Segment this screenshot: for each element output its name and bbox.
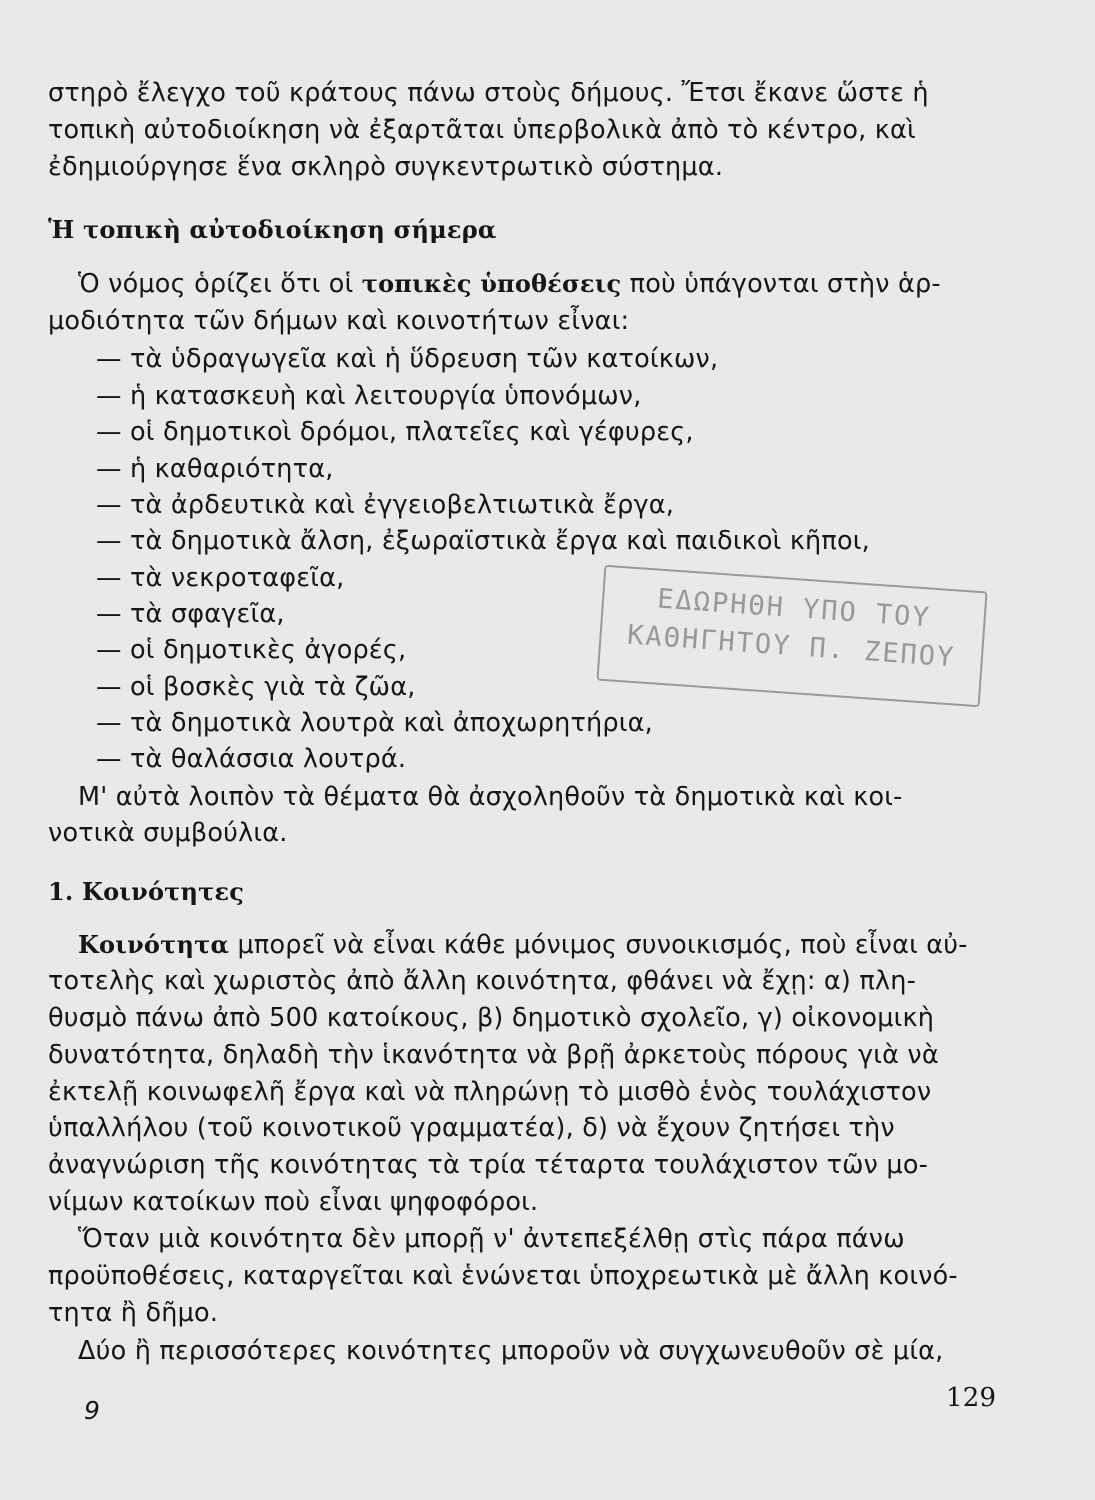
text-line: στηρὸ ἔλεγχο τοῦ κράτους πάνω στοὺς δήμους. Ἔτσι ἔκανε ὥστε ἡ	[48, 78, 929, 108]
text-line	[78, 927, 1018, 963]
list-item: — οἱ βοσκὲς γιὰ τὰ ζῶα,	[96, 672, 416, 702]
text-line: τητα ἢ δῆμο.	[48, 1298, 219, 1328]
list-item: — τὰ θαλάσσια λουτρά.	[96, 744, 407, 774]
list-item: — τὰ ἀρδευτικὰ καὶ ἐγγειοβελτιωτικὰ ἔργα,	[96, 490, 675, 520]
text-line: ἀναγνώριση τῆς κοινότητας τὰ τρία τέταρτα τουλάχιστον τῶν μο-	[48, 1150, 929, 1180]
list-item: — τὰ ὑδραγωγεῖα καὶ ἡ ὕδρευση τῶν κατοίκων,	[96, 344, 719, 374]
text-line: τοτελὴς καὶ χωριστὸς ἀπὸ ἄλλη κοινότητα, φθάνει νὰ ἔχῃ: α) πλη-	[48, 966, 916, 996]
text-line: προϋποθέσεις, καταργεῖται καὶ ἑνώνεται ὑποχρεωτικὰ μὲ ἄλλη κοινό-	[48, 1261, 958, 1291]
stamp-line: ΚΑΘΗΓΗΤΟΥ Π. ΖΕΠΟΥ	[626, 619, 957, 674]
text-line: τοπικὴ αὐτοδιοίκηση νὰ ἐξαρτᾶται ὑπερβολικὰ ἀπὸ τὸ κέντρο, καὶ	[48, 115, 916, 145]
list-item: — τὰ σφαγεῖα,	[96, 599, 285, 629]
text-line	[78, 266, 1018, 302]
list-item: — ἡ καθαριότητα,	[96, 454, 334, 484]
list-item: — τὰ δημοτικὰ ἄλση, ἐξωραϊστικὰ ἔργα καὶ παιδικοὶ κῆποι,	[96, 526, 870, 556]
text-run: μπορεῖ νὰ εἶναι κάθε μόνιμος συνοικισμός, ποὺ εἶναι αὐ-	[229, 930, 968, 960]
signature-mark: 9	[84, 1396, 101, 1425]
text-line: ἐδημιούργησε ἕνα σκληρὸ συγκεντρωτικὸ σύστημα.	[48, 152, 724, 182]
section-heading: Ἡ τοπικὴ αὐτοδιοίκηση σήμερα	[48, 215, 497, 244]
text-line: ὑπαλλήλου (τοῦ κοινοτικοῦ γραμματέα), δ) νὰ ἔχουν ζητήσει τὴν	[48, 1113, 895, 1143]
list-item: — ἡ κατασκευὴ καὶ λειτουργία ὑπονόμων,	[96, 381, 642, 411]
page-number: 129	[946, 1383, 997, 1413]
list-item: — τὰ νεκροταφεῖα,	[96, 563, 345, 593]
text-run: Ὁ νόμος ὁρίζει ὅτι οἱ	[78, 269, 362, 299]
stamp-line: ΕΔΩΡΗΘΗ ΥΠΟ ΤΟΥ	[656, 583, 932, 634]
text-line: θυσμὸ πάνω ἀπὸ 500 κατοίκους, β) δημοτικὸ σχολεῖο, γ) οἰκονομικὴ	[48, 1003, 935, 1033]
text-line: Ὅταν μιὰ κοινότητα δὲν μπορῇ ν' ἀντεπεξέλθῃ στὶς πάρα πάνω	[78, 1224, 905, 1254]
bold-term: τοπικὲς ὑποθέσεις	[361, 269, 622, 298]
text-line: νίμων κατοίκων ποὺ εἶναι ψηφοφόροι.	[48, 1187, 539, 1217]
list-item: — τὰ δημοτικὰ λουτρὰ καὶ ἀποχωρητήρια,	[96, 708, 653, 738]
bold-term: Κοινότητα	[78, 930, 230, 959]
text-line: Μ' αὐτὰ λοιπὸν τὰ θέματα θὰ ἀσχοληθοῦν τὰ δημοτικὰ καὶ κοι-	[78, 782, 903, 812]
text-line: μοδιότητα τῶν δήμων καὶ κοινοτήτων εἶναι:	[48, 306, 630, 336]
text-line: δυνατότητα, δηλαδὴ τὴν ἱκανότητα νὰ βρῇ ἀρκετοὺς πόρους γιὰ νὰ	[48, 1040, 939, 1070]
text-line: νοτικὰ συμβούλια.	[48, 818, 288, 848]
section-heading: 1. Κοινότητες	[48, 877, 245, 906]
text-line: ἐκτελῇ κοινωφελῆ ἔργα καὶ νὰ πληρώνῃ τὸ μισθὸ ἑνὸς τουλάχιστον	[48, 1077, 932, 1107]
text-run: ποὺ ὑπάγονται στὴν ἁρ-	[621, 269, 941, 299]
list-item: — οἱ δημοτικὲς ἀγορές,	[96, 635, 407, 665]
list-item: — οἱ δημοτικοὶ δρόμοι, πλατεῖες καὶ γέφυρες,	[96, 417, 694, 447]
text-line: Δύο ἢ περισσότερες κοινότητες μποροῦν νὰ συγχωνευθοῦν σὲ μία,	[78, 1336, 944, 1366]
